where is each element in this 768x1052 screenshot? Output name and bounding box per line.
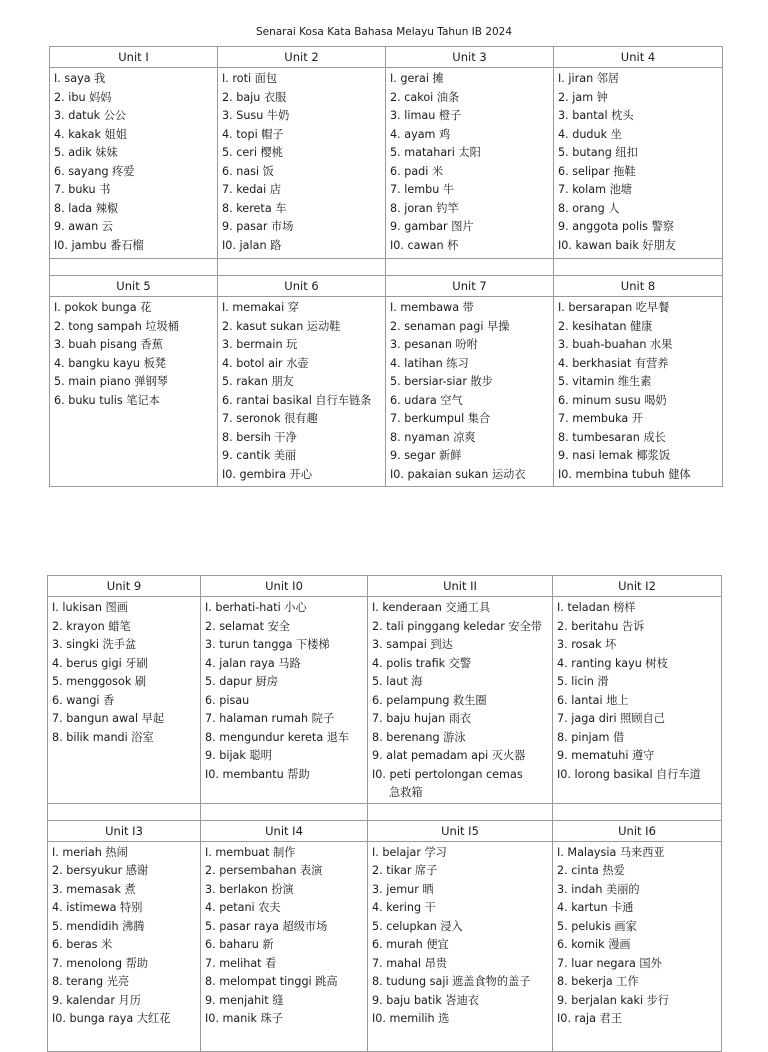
- vocab-item: 7. mahal 昂贵: [372, 956, 447, 970]
- vocab-item: 8. bekerja 工作: [557, 975, 639, 988]
- vocab-item: 3. turun tangga 下楼梯: [205, 638, 330, 651]
- vocab-item: 5. matahari 太阳: [390, 146, 481, 159]
- vocab-item: I0. bunga raya 大红花: [52, 1012, 171, 1025]
- unit-header: Unit I0: [201, 576, 368, 597]
- unit-header: Unit 3: [386, 47, 554, 68]
- vocab-item: I. bersarapan 吃早餐: [558, 301, 670, 314]
- vocab-item: 9. anggota polis 警察: [558, 220, 674, 233]
- vocab-item: 8. lada 辣椒: [54, 201, 119, 215]
- vocab-item: 6. minum susu 喝奶: [558, 393, 667, 407]
- vocab-item: 7. membuka 开: [558, 412, 643, 425]
- vocab-item: 9. gambar 图片: [390, 220, 474, 233]
- vocab-item: 9. mematuhi 遵守: [557, 749, 655, 762]
- vocab-item: 7. lembu 牛: [390, 183, 455, 196]
- vocab-item: 2. baju 衣服: [222, 90, 287, 104]
- vocab-item: 2. selamat 安全: [205, 619, 290, 633]
- unit-word-list: [368, 597, 553, 804]
- vocab-item: 8. tumbesaran 成长: [558, 430, 666, 444]
- vocab-item: 2. beritahu 告诉: [557, 619, 645, 633]
- vocab-item: 8. joran 钓竿: [390, 201, 459, 215]
- vocab-item: 7. kolam 池塘: [558, 183, 632, 196]
- unit-word-list: [554, 68, 723, 259]
- unit-word-list: [50, 68, 218, 259]
- unit-header: Unit 2: [218, 47, 386, 68]
- unit-word-list: [218, 297, 386, 487]
- unit-header: Unit 6: [218, 276, 386, 297]
- vocab-item: 5. laut 海: [372, 675, 423, 688]
- vocab-item: I0. memilih 选: [372, 1012, 450, 1025]
- unit-header: Unit I: [50, 47, 218, 68]
- vocab-item: 4. bangku kayu 板凳: [54, 356, 166, 370]
- vocab-item: I. jiran 邻居: [558, 72, 620, 85]
- vocab-item: I0. kawan baik 好朋友: [558, 238, 676, 252]
- vocab-item: 4. jalan raya 马路: [205, 656, 301, 670]
- vocab-item: 7. kedai 店: [222, 183, 282, 196]
- vocab-item: 5. butang 纽扣: [558, 146, 638, 159]
- vocab-item: 3. limau 橙子: [390, 109, 462, 122]
- vocab-item: 3. berlakon 扮演: [205, 882, 294, 896]
- unit-header: Unit 7: [386, 276, 554, 297]
- vocab-item: 7. halaman rumah 院子: [205, 712, 335, 725]
- vocab-item: 6. padi 米: [390, 164, 444, 178]
- unit-header: Unit 8: [554, 276, 723, 297]
- vocab-item: 4. duduk 坐: [558, 127, 622, 141]
- vocab-item: 6. beras 米: [52, 938, 113, 951]
- vocab-item: 5. ceri 樱桃: [222, 146, 283, 159]
- vocab-item: 6. selipar 拖鞋: [558, 164, 636, 178]
- vocab-item: 7. seronok 很有趣: [222, 412, 318, 425]
- vocab-item: 6. lantai 地上: [557, 693, 629, 707]
- unit-header: Unit 5: [50, 276, 218, 297]
- vocab-item: 6. komik 漫画: [557, 938, 631, 951]
- vocab-item: 9. bijak 聪明: [205, 749, 272, 762]
- vocab-item: 5. vitamin 维生素: [558, 375, 652, 388]
- vocab-item: 5. main piano 弹钢琴: [54, 375, 168, 388]
- vocab-item: 5. mendidih 沸腾: [52, 919, 145, 933]
- vocab-item: 9. awan 云: [54, 220, 113, 233]
- unit-header: Unit I4: [201, 820, 368, 841]
- vocab-item: I. teladan 榜样: [557, 601, 636, 614]
- unit-word-list: [201, 597, 368, 804]
- vocab-item: 5. celupkan 浸入: [372, 919, 463, 933]
- vocab-item: 8. nyaman 凉爽: [390, 430, 476, 444]
- vocab-item: 6. murah 便宜: [372, 938, 449, 951]
- unit-word-list: [553, 841, 722, 1051]
- vocab-item: 7. luar negara 国外: [557, 956, 662, 970]
- vocab-item: 2. ibu 妈妈: [54, 90, 112, 104]
- vocab-item: 3. pesanan 吩咐: [390, 338, 478, 351]
- vocab-item: I. gerai 摊: [390, 72, 444, 85]
- vocab-item: 7. bangun awal 早起: [52, 712, 165, 725]
- vocab-item: 8. orang 人: [558, 201, 620, 215]
- vocab-item: 6. sayang 疼爱: [54, 164, 135, 178]
- unit-header: Unit 9: [48, 576, 201, 597]
- vocab-item: 4. berus gigi 牙刷: [52, 656, 148, 670]
- vocab-item: I0. jalan 路: [222, 238, 282, 252]
- vocab-item: 9. baju batik 峇迪衣: [372, 993, 479, 1007]
- vocab-item: I. membawa 带: [390, 301, 474, 314]
- vocab-item: 3. singki 洗手盆: [52, 638, 137, 651]
- vocab-item: 2. kesihatan 健康: [558, 319, 653, 333]
- vocab-item: 5. menggosok 刷: [52, 675, 147, 688]
- unit-word-list: [218, 68, 386, 259]
- vocab-item: 2. tong sampah 垃圾桶: [54, 319, 179, 333]
- vocab-item: I0. membantu 帮助: [205, 767, 310, 781]
- vocab-item: 2. cakoi 油条: [390, 90, 460, 104]
- unit-header: Unit I5: [368, 820, 553, 841]
- vocab-item: I. meriah 热闹: [52, 845, 128, 859]
- vocab-item: 7. jaga diri 照顾自己: [557, 712, 665, 725]
- vocab-item: I0. raja 君王: [557, 1012, 622, 1025]
- vocab-item: 9. alat pemadam api 灭火器: [372, 749, 526, 762]
- unit-header: Unit II: [368, 576, 553, 597]
- vocab-item: 2. tali pinggang keledar 安全带: [372, 619, 542, 633]
- vocab-item: I. membuat 制作: [205, 845, 296, 859]
- vocab-item: 2. kasut sukan 运动鞋: [222, 319, 341, 333]
- vocab-item: 7. melihat 看: [205, 956, 277, 970]
- vocab-item: 9. nasi lemak 椰浆饭: [558, 449, 671, 462]
- unit-header: Unit I3: [48, 820, 201, 841]
- vocab-item: 9. segar 新鲜: [390, 449, 462, 462]
- vocab-item: 8. bilik mandi 浴室: [52, 730, 154, 744]
- vocab-item: 2. cinta 热爱: [557, 864, 625, 877]
- vocab-item: 4. kering 干: [372, 901, 436, 914]
- vocab-item: 9. pasar 市场: [222, 220, 294, 233]
- vocab-item: 6. nasi 饭: [222, 164, 274, 178]
- vocab-item: 2. senaman pagi 早操: [390, 319, 510, 333]
- unit-word-list: [48, 597, 201, 804]
- vocab-item: 6. udara 空气: [390, 393, 463, 407]
- vocab-item: 5. pelukis 画家: [557, 919, 637, 933]
- vocab-item: I. berhati-hati 小心: [205, 601, 307, 614]
- vocab-item: 8. mengundur kereta 退车: [205, 730, 350, 744]
- vocab-item: 8. pinjam 借: [557, 730, 625, 744]
- vocab-item: 2. jam 钟: [558, 90, 608, 104]
- vocab-table-top: [49, 46, 723, 487]
- vocab-item: 4. berkhasiat 有营养: [558, 356, 669, 370]
- vocab-item: 3. datuk 公公: [54, 109, 127, 122]
- vocab-item: 3. buah pisang 香蕉: [54, 338, 163, 351]
- vocab-item: I. pokok bunga 花: [54, 301, 152, 314]
- vocab-item: 7. menolong 帮助: [52, 956, 149, 970]
- vocab-item: I0. peti pertolongan cemas: [372, 767, 523, 781]
- vocab-item: 4. kartun 卡通: [557, 901, 634, 914]
- unit-word-list: [50, 297, 218, 487]
- vocab-item: I. belajar 学习: [372, 845, 447, 859]
- vocab-item: 7. baju hujan 雨衣: [372, 712, 472, 725]
- vocab-item: 9. kalendar 月历: [52, 993, 141, 1007]
- unit-word-list: [553, 597, 722, 804]
- vocab-item: 4. istimewa 特别: [52, 901, 143, 914]
- vocab-item: 2. persembahan 表演: [205, 864, 323, 877]
- vocab-item: 7. buku 书: [54, 183, 111, 196]
- vocab-item: 3. rosak 坏: [557, 638, 617, 651]
- vocab-table-bottom: [47, 575, 722, 1052]
- vocab-item: 9. berjalan kaki 步行: [557, 993, 670, 1007]
- vocab-item: 2. krayon 蜡笔: [52, 619, 131, 633]
- vocab-item: I. lukisan 图画: [52, 601, 128, 614]
- vocab-item: I0. pakaian sukan 运动衣: [390, 467, 526, 481]
- unit-word-list: [48, 841, 201, 1051]
- vocab-item: 8. kereta 车: [222, 201, 287, 215]
- unit-word-list: [368, 841, 553, 1051]
- vocab-item: 7. berkumpul 集合: [390, 412, 491, 425]
- vocab-item: 6. pisau: [205, 693, 250, 707]
- vocab-item: 3. sampai 到达: [372, 638, 453, 651]
- vocab-item: 5. pasar raya 超级市场: [205, 919, 328, 933]
- vocab-item-continuation: 急救箱: [389, 786, 423, 799]
- vocab-item: I0. membina tubuh 健体: [558, 467, 691, 481]
- vocab-item: 5. licin 滑: [557, 675, 609, 688]
- vocab-item: 6. wangi 香: [52, 693, 115, 707]
- vocab-item: I0. gembira 开心: [222, 467, 313, 481]
- unit-header: Unit I2: [553, 576, 722, 597]
- vocab-item: 4. petani 农夫: [205, 901, 281, 914]
- vocab-item: I0. cawan 杯: [390, 238, 459, 252]
- vocab-item: I. kenderaan 交通工具: [372, 601, 491, 614]
- vocab-item: 6. baharu 新: [205, 938, 274, 951]
- vocab-item: I. Malaysia 马来西亚: [557, 845, 665, 859]
- vocab-item: 3. Susu 牛奶: [222, 109, 290, 122]
- vocab-item: 5. rakan 朋友: [222, 375, 294, 388]
- vocab-item: 4. kakak 姐姐: [54, 127, 127, 141]
- vocab-item: 4. polis trafik 交警: [372, 656, 472, 670]
- vocab-item: 3. buah-buahan 水果: [558, 338, 673, 351]
- vocab-item: 2. bersyukur 感谢: [52, 864, 149, 877]
- vocab-item: 3. memasak 煮: [52, 882, 136, 896]
- vocab-item: 6. buku tulis 笔记本: [54, 393, 160, 407]
- vocab-item: 3. indah 美丽的: [557, 882, 640, 896]
- vocab-item: 6. rantai basikal 自行车链条: [222, 393, 372, 407]
- vocab-item: 9. cantik 美丽: [222, 449, 297, 462]
- vocab-item: 8. tudung saji 遮盖食物的盖子: [372, 975, 531, 988]
- vocab-item: 8. bersih 干净: [222, 430, 297, 444]
- unit-word-list: [386, 297, 554, 487]
- vocab-item: 5. adik 妹妹: [54, 146, 118, 159]
- vocab-item: 6. pelampung 救生圈: [372, 693, 487, 707]
- vocab-item: I0. lorong basikal 自行车道: [557, 767, 701, 781]
- vocab-item: 4. botol air 水壶: [222, 356, 309, 370]
- vocab-item: 4. topi 帽子: [222, 127, 284, 141]
- vocab-item: 8. terang 光亮: [52, 975, 130, 988]
- unit-header: Unit 4: [554, 47, 723, 68]
- vocab-item: 8. melompat tinggi 跳高: [205, 975, 338, 988]
- vocab-item: 8. berenang 游泳: [372, 730, 466, 744]
- vocab-item: 3. bantal 枕头: [558, 109, 634, 122]
- vocab-item: 2. tikar 席子: [372, 864, 438, 877]
- page-title: Senarai Kosa Kata Bahasa Melayu Tahun IB 2024: [255, 26, 513, 38]
- vocab-item: 9. menjahit 缝: [205, 993, 284, 1007]
- unit-header: Unit I6: [553, 820, 722, 841]
- vocab-item: I. roti 面包: [222, 72, 278, 85]
- unit-word-list: [386, 68, 554, 259]
- vocab-item: I. memakai 穿: [222, 301, 299, 314]
- vocab-item: I0. jambu 番石榴: [54, 238, 144, 252]
- vocab-item: 4. ayam 鸡: [390, 127, 451, 141]
- unit-word-list: [201, 841, 368, 1051]
- vocab-item: 4. latihan 练习: [390, 356, 469, 370]
- vocab-item: 3. jemur 晒: [372, 882, 434, 896]
- vocab-item: 5. bersiar-siar 散步: [390, 375, 493, 388]
- vocab-item: 5. dapur 厨房: [205, 675, 278, 688]
- unit-word-list: [554, 297, 723, 487]
- vocab-item: I0. manik 珠子: [205, 1012, 283, 1025]
- vocab-item: I. saya 我: [54, 72, 106, 85]
- vocab-item: 3. bermain 玩: [222, 338, 298, 351]
- vocab-item: 4. ranting kayu 树枝: [557, 656, 668, 670]
